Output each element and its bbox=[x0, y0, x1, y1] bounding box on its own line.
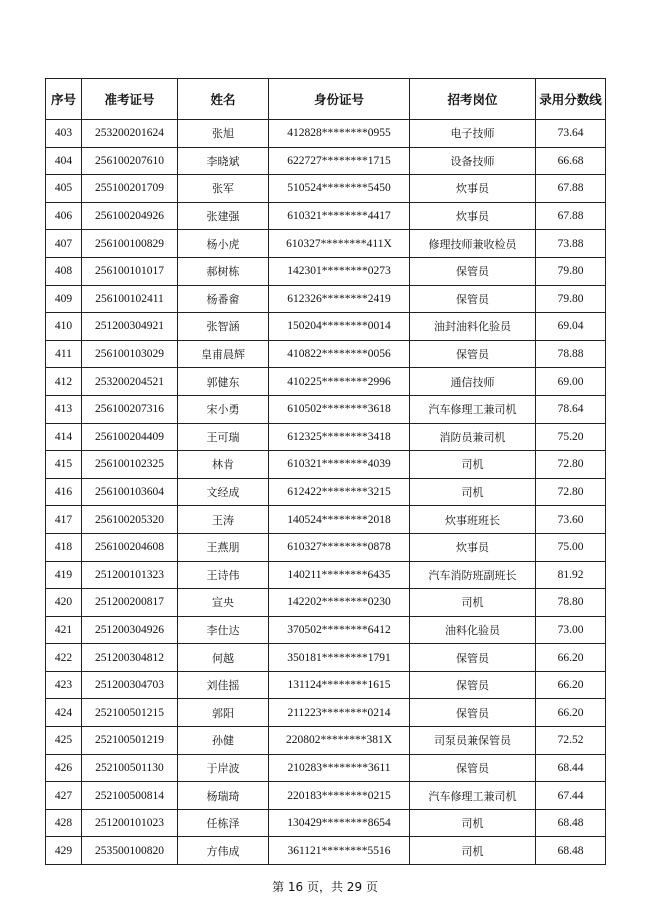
cell-score: 73.00 bbox=[536, 616, 606, 644]
cell-exam-no: 255100201709 bbox=[82, 175, 178, 203]
cell-position: 炊事员 bbox=[410, 533, 536, 561]
cell-seq: 411 bbox=[46, 340, 82, 368]
cell-score: 67.88 bbox=[536, 202, 606, 230]
cell-seq: 407 bbox=[46, 230, 82, 258]
cell-name: 郭阳 bbox=[178, 699, 269, 727]
table-row bbox=[46, 230, 606, 258]
cell-id-no: 612325********3418 bbox=[269, 423, 410, 451]
cell-id-no: 131124********1615 bbox=[269, 671, 410, 699]
cell-name: 杨瑞琦 bbox=[178, 782, 269, 810]
cell-position: 电子技师 bbox=[410, 120, 536, 148]
cell-seq: 414 bbox=[46, 423, 82, 451]
cell-name: 刘佳摇 bbox=[178, 671, 269, 699]
header-seq: 序号 bbox=[46, 79, 82, 120]
cell-name: 何越 bbox=[178, 644, 269, 672]
cell-id-no: 130429********8654 bbox=[269, 809, 410, 837]
cell-position: 油封油料化验员 bbox=[410, 313, 536, 341]
cell-seq: 408 bbox=[46, 257, 82, 285]
cell-seq: 416 bbox=[46, 478, 82, 506]
cell-id-no: 220802********381X bbox=[269, 727, 410, 755]
cell-position: 修理技师兼收检员 bbox=[410, 230, 536, 258]
cell-position: 炊事班班长 bbox=[410, 506, 536, 534]
cell-id-no: 140524********2018 bbox=[269, 506, 410, 534]
cell-exam-no: 256100205320 bbox=[82, 506, 178, 534]
cell-exam-no: 251200101023 bbox=[82, 809, 178, 837]
cell-name: 文经成 bbox=[178, 478, 269, 506]
cell-name: 王涛 bbox=[178, 506, 269, 534]
table-row bbox=[46, 478, 606, 506]
cell-score: 68.48 bbox=[536, 837, 606, 865]
cell-exam-no: 256100102411 bbox=[82, 285, 178, 313]
table-row bbox=[46, 699, 606, 727]
cell-score: 75.20 bbox=[536, 423, 606, 451]
cell-name: 王燕朋 bbox=[178, 533, 269, 561]
cell-score: 72.80 bbox=[536, 451, 606, 479]
cell-score: 66.20 bbox=[536, 699, 606, 727]
cell-name: 皇甫晨辉 bbox=[178, 340, 269, 368]
cell-score: 68.48 bbox=[536, 809, 606, 837]
cell-name: 杨小虎 bbox=[178, 230, 269, 258]
cell-score: 75.00 bbox=[536, 533, 606, 561]
cell-name: 于岸波 bbox=[178, 754, 269, 782]
cell-seq: 426 bbox=[46, 754, 82, 782]
cell-seq: 409 bbox=[46, 285, 82, 313]
cell-seq: 421 bbox=[46, 616, 82, 644]
cell-position: 保管员 bbox=[410, 754, 536, 782]
cell-seq: 428 bbox=[46, 809, 82, 837]
cell-position: 设备技师 bbox=[410, 147, 536, 175]
cell-id-no: 150204********0014 bbox=[269, 313, 410, 341]
cell-exam-no: 253500100820 bbox=[82, 837, 178, 865]
table-row bbox=[46, 285, 606, 313]
cell-exam-no: 252100501130 bbox=[82, 754, 178, 782]
cell-score: 73.64 bbox=[536, 120, 606, 148]
cell-position: 司机 bbox=[410, 837, 536, 865]
cell-name: 宣央 bbox=[178, 589, 269, 617]
cell-id-no: 370502********6412 bbox=[269, 616, 410, 644]
cell-id-no: 622727********1715 bbox=[269, 147, 410, 175]
cell-exam-no: 256100103029 bbox=[82, 340, 178, 368]
table-body bbox=[46, 120, 606, 865]
table-row bbox=[46, 671, 606, 699]
cell-seq: 406 bbox=[46, 202, 82, 230]
table-header-row bbox=[46, 79, 606, 120]
cell-seq: 424 bbox=[46, 699, 82, 727]
cell-name: 孙健 bbox=[178, 727, 269, 755]
cell-score: 66.20 bbox=[536, 644, 606, 672]
table-row bbox=[46, 257, 606, 285]
cell-exam-no: 256100101017 bbox=[82, 257, 178, 285]
table-row bbox=[46, 589, 606, 617]
table-row bbox=[46, 202, 606, 230]
cell-exam-no: 252100501219 bbox=[82, 727, 178, 755]
table-row bbox=[46, 644, 606, 672]
table-row bbox=[46, 727, 606, 755]
cell-position: 保管员 bbox=[410, 285, 536, 313]
cell-exam-no: 252100500814 bbox=[82, 782, 178, 810]
cell-score: 69.00 bbox=[536, 368, 606, 396]
cell-name: 张军 bbox=[178, 175, 269, 203]
cell-seq: 412 bbox=[46, 368, 82, 396]
results-table bbox=[45, 78, 606, 865]
cell-position: 司泵员兼保管员 bbox=[410, 727, 536, 755]
cell-score: 73.60 bbox=[536, 506, 606, 534]
table-row bbox=[46, 782, 606, 810]
cell-score: 79.80 bbox=[536, 285, 606, 313]
cell-exam-no: 251200200817 bbox=[82, 589, 178, 617]
cell-id-no: 412828********0955 bbox=[269, 120, 410, 148]
cell-position: 消防员兼司机 bbox=[410, 423, 536, 451]
cell-id-no: 610327********0878 bbox=[269, 533, 410, 561]
cell-seq: 420 bbox=[46, 589, 82, 617]
cell-score: 73.88 bbox=[536, 230, 606, 258]
cell-seq: 417 bbox=[46, 506, 82, 534]
cell-position: 保管员 bbox=[410, 671, 536, 699]
cell-id-no: 140211********6435 bbox=[269, 561, 410, 589]
cell-name: 李仕达 bbox=[178, 616, 269, 644]
header-name: 姓名 bbox=[178, 79, 269, 120]
table-row bbox=[46, 754, 606, 782]
table-row bbox=[46, 809, 606, 837]
cell-id-no: 610321********4039 bbox=[269, 451, 410, 479]
cell-score: 69.04 bbox=[536, 313, 606, 341]
cell-id-no: 610321********4417 bbox=[269, 202, 410, 230]
cell-exam-no: 251200304812 bbox=[82, 644, 178, 672]
cell-position: 司机 bbox=[410, 589, 536, 617]
table-row bbox=[46, 313, 606, 341]
cell-name: 王可瑞 bbox=[178, 423, 269, 451]
header-id-no: 身份证号 bbox=[269, 79, 410, 120]
cell-exam-no: 251200101323 bbox=[82, 561, 178, 589]
cell-position: 通信技师 bbox=[410, 368, 536, 396]
cell-name: 郭健东 bbox=[178, 368, 269, 396]
cell-score: 81.92 bbox=[536, 561, 606, 589]
cell-id-no: 510524********5450 bbox=[269, 175, 410, 203]
cell-position: 保管员 bbox=[410, 340, 536, 368]
cell-name: 杨番畲 bbox=[178, 285, 269, 313]
cell-score: 67.88 bbox=[536, 175, 606, 203]
header-position: 招考岗位 bbox=[410, 79, 536, 120]
cell-score: 66.20 bbox=[536, 671, 606, 699]
cell-score: 67.44 bbox=[536, 782, 606, 810]
table-row bbox=[46, 368, 606, 396]
cell-name: 张智涵 bbox=[178, 313, 269, 341]
cell-seq: 425 bbox=[46, 727, 82, 755]
cell-id-no: 610327********411X bbox=[269, 230, 410, 258]
cell-exam-no: 256100207610 bbox=[82, 147, 178, 175]
cell-position: 炊事员 bbox=[410, 175, 536, 203]
cell-exam-no: 256100204926 bbox=[82, 202, 178, 230]
header-exam-no: 准考证号 bbox=[82, 79, 178, 120]
cell-id-no: 350181********1791 bbox=[269, 644, 410, 672]
cell-name: 宋小勇 bbox=[178, 395, 269, 423]
cell-name: 林肯 bbox=[178, 451, 269, 479]
cell-id-no: 142202********0230 bbox=[269, 589, 410, 617]
cell-score: 68.44 bbox=[536, 754, 606, 782]
cell-id-no: 612326********2419 bbox=[269, 285, 410, 313]
cell-score: 78.88 bbox=[536, 340, 606, 368]
cell-position: 保管员 bbox=[410, 257, 536, 285]
cell-seq: 422 bbox=[46, 644, 82, 672]
cell-exam-no: 252100501215 bbox=[82, 699, 178, 727]
cell-seq: 415 bbox=[46, 451, 82, 479]
cell-exam-no: 251200304703 bbox=[82, 671, 178, 699]
table-row bbox=[46, 616, 606, 644]
table-row bbox=[46, 561, 606, 589]
cell-id-no: 220183********0215 bbox=[269, 782, 410, 810]
cell-position: 司机 bbox=[410, 809, 536, 837]
cell-score: 66.68 bbox=[536, 147, 606, 175]
table-row bbox=[46, 837, 606, 865]
cell-exam-no: 256100100829 bbox=[82, 230, 178, 258]
cell-position: 司机 bbox=[410, 478, 536, 506]
cell-name: 郝树栋 bbox=[178, 257, 269, 285]
cell-name: 王诗伟 bbox=[178, 561, 269, 589]
cell-exam-no: 253200201624 bbox=[82, 120, 178, 148]
cell-exam-no: 256100207316 bbox=[82, 395, 178, 423]
cell-seq: 419 bbox=[46, 561, 82, 589]
cell-score: 78.64 bbox=[536, 395, 606, 423]
cell-exam-no: 256100204409 bbox=[82, 423, 178, 451]
cell-seq: 429 bbox=[46, 837, 82, 865]
table-row bbox=[46, 340, 606, 368]
cell-score: 79.80 bbox=[536, 257, 606, 285]
cell-seq: 413 bbox=[46, 395, 82, 423]
cell-position: 油料化验员 bbox=[410, 616, 536, 644]
cell-seq: 410 bbox=[46, 313, 82, 341]
cell-id-no: 410225********2996 bbox=[269, 368, 410, 396]
cell-position: 汽车修理工兼司机 bbox=[410, 782, 536, 810]
cell-seq: 423 bbox=[46, 671, 82, 699]
header-score: 录用分数线 bbox=[536, 79, 606, 120]
cell-seq: 405 bbox=[46, 175, 82, 203]
cell-seq: 427 bbox=[46, 782, 82, 810]
cell-name: 张旭 bbox=[178, 120, 269, 148]
table-row bbox=[46, 423, 606, 451]
cell-id-no: 142301********0273 bbox=[269, 257, 410, 285]
table-row bbox=[46, 506, 606, 534]
cell-position: 保管员 bbox=[410, 699, 536, 727]
cell-score: 78.80 bbox=[536, 589, 606, 617]
cell-seq: 418 bbox=[46, 533, 82, 561]
cell-position: 汽车消防班副班长 bbox=[410, 561, 536, 589]
cell-seq: 403 bbox=[46, 120, 82, 148]
cell-id-no: 410822********0056 bbox=[269, 340, 410, 368]
table-row bbox=[46, 451, 606, 479]
cell-position: 炊事员 bbox=[410, 202, 536, 230]
cell-exam-no: 256100102325 bbox=[82, 451, 178, 479]
cell-exam-no: 256100103604 bbox=[82, 478, 178, 506]
cell-score: 72.52 bbox=[536, 727, 606, 755]
cell-exam-no: 256100204608 bbox=[82, 533, 178, 561]
table-row bbox=[46, 533, 606, 561]
cell-id-no: 610502********3618 bbox=[269, 395, 410, 423]
table-row bbox=[46, 395, 606, 423]
cell-score: 72.80 bbox=[536, 478, 606, 506]
cell-exam-no: 251200304926 bbox=[82, 616, 178, 644]
cell-seq: 404 bbox=[46, 147, 82, 175]
cell-id-no: 612422********3215 bbox=[269, 478, 410, 506]
cell-name: 张建强 bbox=[178, 202, 269, 230]
cell-position: 保管员 bbox=[410, 644, 536, 672]
page-footer: 第 16 页，共 29 页 bbox=[272, 880, 378, 894]
cell-exam-no: 253200204521 bbox=[82, 368, 178, 396]
cell-name: 任栋泽 bbox=[178, 809, 269, 837]
cell-position: 汽车修理工兼司机 bbox=[410, 395, 536, 423]
table-row bbox=[46, 175, 606, 203]
cell-id-no: 211223********0214 bbox=[269, 699, 410, 727]
cell-id-no: 361121********5516 bbox=[269, 837, 410, 865]
cell-name: 李晓斌 bbox=[178, 147, 269, 175]
cell-exam-no: 251200304921 bbox=[82, 313, 178, 341]
cell-name: 方伟成 bbox=[178, 837, 269, 865]
table-row bbox=[46, 147, 606, 175]
cell-position: 司机 bbox=[410, 451, 536, 479]
table-row bbox=[46, 120, 606, 148]
cell-id-no: 210283********3611 bbox=[269, 754, 410, 782]
